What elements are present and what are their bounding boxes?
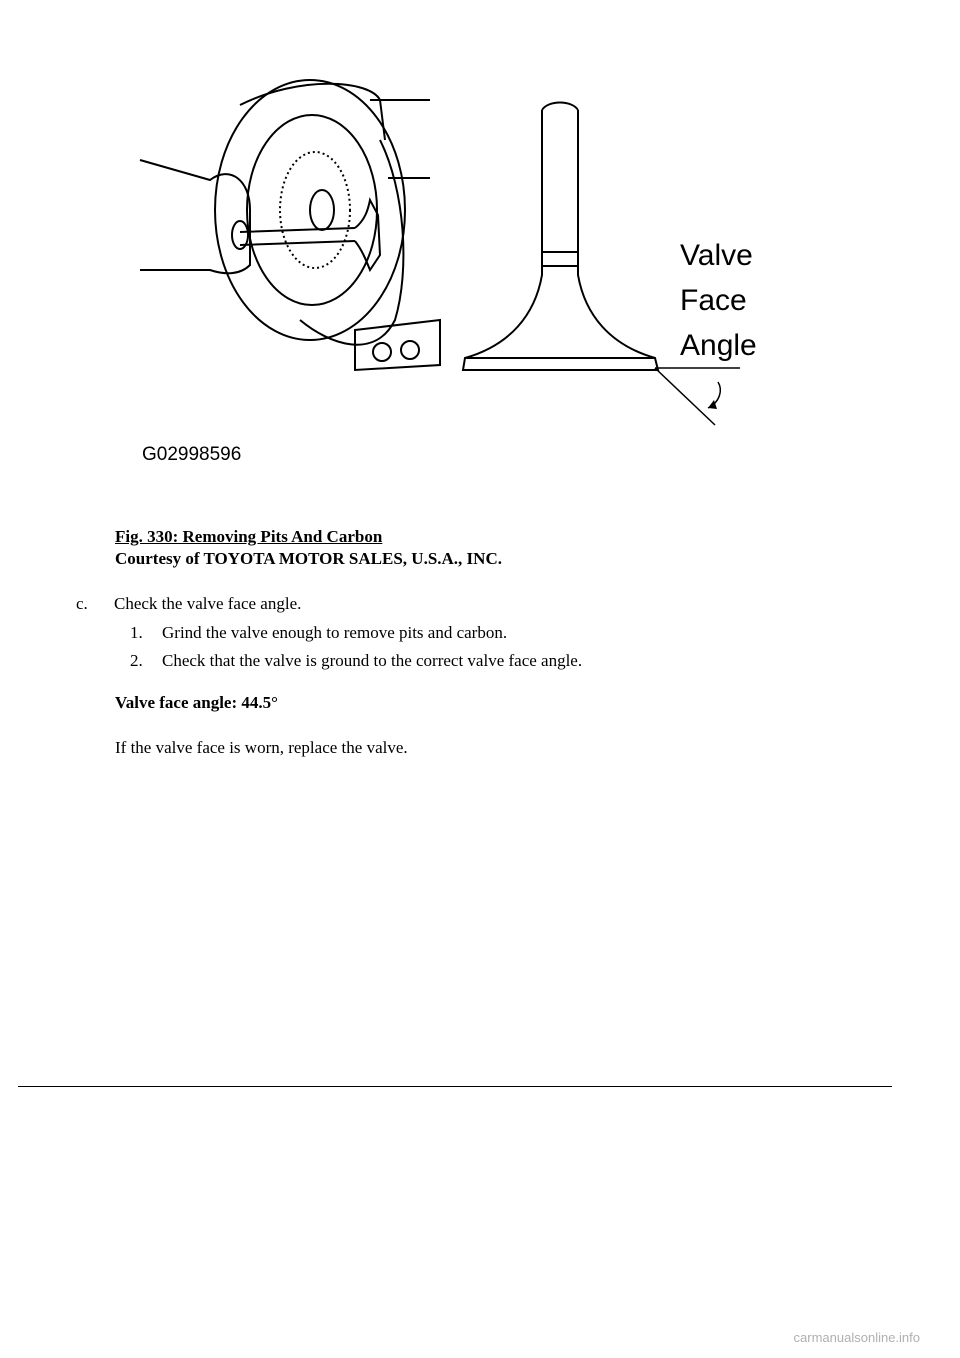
figure-courtesy: Courtesy of TOYOTA MOTOR SALES, U.S.A., INC. bbox=[115, 549, 502, 568]
valve-head-face bbox=[463, 358, 658, 370]
figure-title: Fig. 330: Removing Pits And Carbon bbox=[115, 527, 383, 546]
figure-id-label: G02998596 bbox=[142, 444, 242, 465]
step-marker: c. bbox=[76, 594, 88, 613]
valve-stem-in-grinder bbox=[240, 228, 355, 245]
substep-text: Check that the valve is ground to the correct valve face angle. bbox=[162, 651, 583, 670]
grinding-wheel-ring bbox=[247, 115, 377, 305]
footer-rule bbox=[18, 1086, 892, 1087]
bolt-left bbox=[373, 343, 391, 361]
substep-1 bbox=[130, 623, 507, 643]
valve-stem-right-edge bbox=[578, 110, 655, 358]
chuck-arm bbox=[140, 160, 250, 273]
valve-stem-tip bbox=[542, 103, 578, 111]
grinder-housing-top bbox=[240, 84, 385, 140]
watermark: carmanualsonline.info bbox=[793, 1330, 920, 1345]
callout-face: Face bbox=[680, 284, 747, 317]
replacement-note: If the valve face is worn, replace the valve. bbox=[115, 738, 408, 757]
bolt-right bbox=[401, 341, 419, 359]
step-text: Check the valve face angle. bbox=[114, 594, 302, 613]
grinding-wheel-hub bbox=[310, 190, 334, 230]
substep-2 bbox=[130, 651, 582, 671]
valve-keeper-groove bbox=[542, 252, 578, 266]
substep-marker: 2. bbox=[130, 651, 143, 670]
step-c bbox=[76, 594, 301, 614]
grinder-base bbox=[355, 320, 440, 370]
grinding-wheel-inner bbox=[280, 152, 350, 268]
valve-grinding-illustration bbox=[130, 70, 810, 480]
substep-text: Grind the valve enough to remove pits and carbon. bbox=[162, 623, 508, 642]
substep-marker: 1. bbox=[130, 623, 143, 642]
valve-stem-left-edge bbox=[465, 110, 542, 358]
angle-face-line bbox=[655, 368, 715, 425]
valve-face-angle-spec: Valve face angle: 44.5° bbox=[115, 693, 278, 712]
callout-valve: Valve bbox=[680, 239, 753, 272]
callout-angle: Angle bbox=[680, 329, 757, 362]
